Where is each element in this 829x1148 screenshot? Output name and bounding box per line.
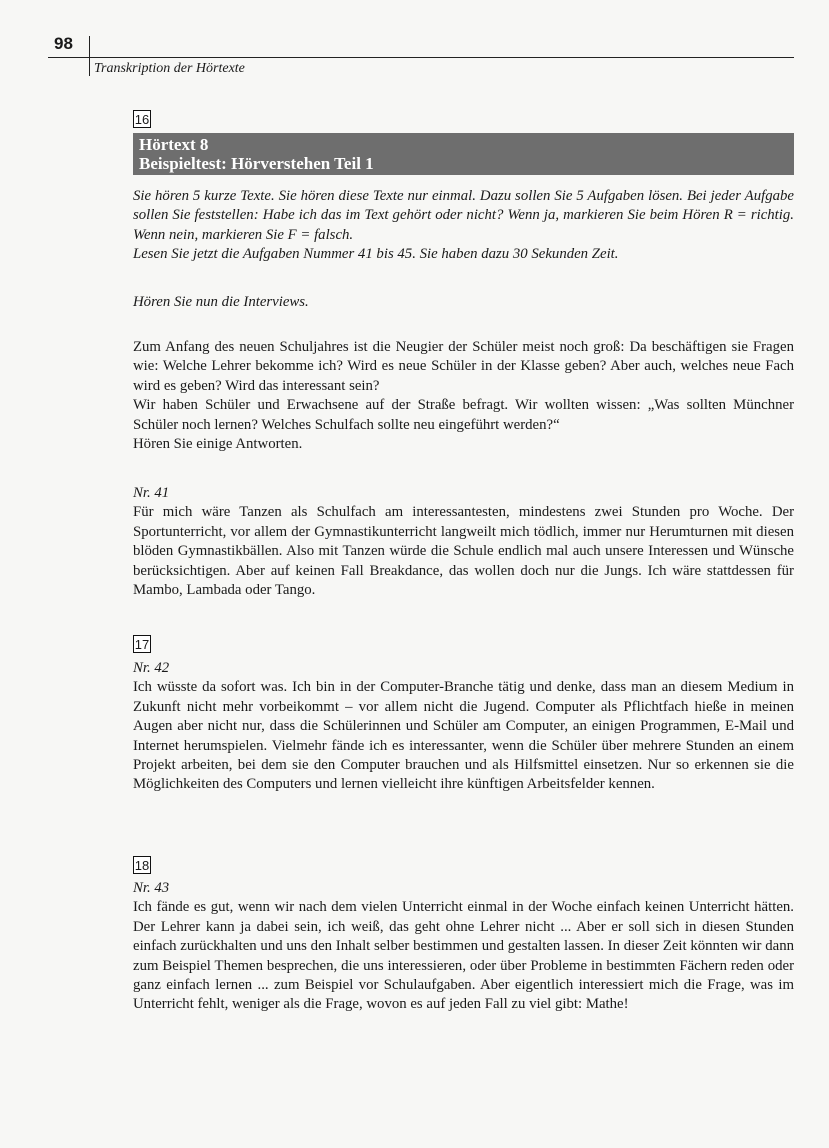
item-label: Nr. 41 (133, 485, 170, 501)
item-text: Für mich wäre Tanzen als Schulfach am interessantesten, mindestens zwei Stunden pro Woche. Der Sportunterricht, vor allem der Gymnastikunterricht langweilt mich tödlich, immer nur Herumturnen mit diesen blöden Gymnastikbällen. Also mit Tanzen würde die Schule endlich mal auch unsere Interessen und Wünsche berücksichtigen. Aber auf keinen Fall Breakdance, das wollen doch nur die Jungs. Ich wäre stattdessen für Mambo, Lambada oder Tango. (133, 504, 794, 599)
intro-paragraph: Wir haben Schüler und Erwachsene auf der Straße befragt. Wir wollten wissen: „Was sollten Münchner Schüler noch lernen? Welches Schulfach sollte neu eingeführt werden?“ (133, 397, 794, 433)
instruction-paragraph: Sie hören 5 kurze Texte. Sie hören diese Texte nur einmal. Dazu sollen Sie 5 Aufgaben lösen. Bei jeder Aufgabe sollen Sie feststellen: Habe ich das im Text gehört oder nicht? Wenn ja, markieren Sie beim Hören R = richtig. Wenn nein, markieren Sie F = falsch. (133, 188, 794, 243)
track-number-18: 18 (134, 858, 150, 873)
listening-prompt (133, 293, 794, 312)
section-title-line-2: Beispieltest: Hörverstehen Teil 1 (139, 154, 374, 173)
item-43 (133, 879, 794, 1015)
section-title-line-1: Hörtext 8 (139, 135, 209, 154)
track-number-17: 17 (134, 637, 150, 652)
intro-paragraph: Zum Anfang des neuen Schuljahres ist die Neugier der Schüler meist noch groß: Da beschäftigen sie Fragen wie: Welche Lehrer bekomme ich? Wird es neue Schüler in der Klasse geben? Aber auch, welches neue Fach wird es geben? Wird das interessant sein? (133, 339, 794, 394)
running-title: Transkription der Hörtexte (94, 61, 245, 76)
instruction-paragraph: Lesen Sie jetzt die Aufgaben Nummer 41 bis 45. Sie haben dazu 30 Sekunden Zeit. (133, 246, 619, 263)
section-title-bar (133, 133, 794, 175)
header-divider-horizontal (48, 57, 794, 58)
item-label: Nr. 43 (133, 880, 170, 896)
item-text: Ich fände es gut, wenn wir nach dem vielen Unterricht einmal in der Woche einfach keinen Unterricht hätten. Der Lehrer kann ja dabei sein, ich weiß, das geht ohne Lehrer nicht ... Aber er soll sich in diesen Stunden einfach zurückhalten und uns den Inhalt selber bestimmen und gestalten lassen. In dieser Zeit könnten wir dann zum Beispiel Themen besprechen, die uns interessieren, oder über Probleme in bestimmten Fächern reden oder ganz einfach lernen ... zum Beispiel vor Schulaufgaben. Aber eigentlich interessiert mich die Frage, was im Unterricht fehlt, weniger als die Frage, wovon es auf jeden Fall zu viel gibt: Mathe! (133, 899, 794, 1013)
page-number: 98 (54, 34, 73, 53)
item-41 (133, 484, 794, 600)
intro-paragraph: Hören Sie einige Antworten. (133, 436, 303, 453)
item-text: Ich wüsste da sofort was. Ich bin in der Computer-Branche tätig und denke, dass man an diesem Medium in Zukunft nicht mehr vorbeikommt – vor allem nicht die Jugend. Computer als Pflichtfach hieße in meinen Augen aber nicht nur, dass die Schülerinnen und Schüler am Computer, an einigen Programmen, E-Mail und Internet herumspielen. Vielmehr fände ich es interessanter, wenn die Schüler über mehrere Stunden an einem Projekt arbeiten, bei dem sie den Computer brauchen und als Hilfsmittel einsetzen. Nur so erkennen sie die Möglichkeiten des Computers und lernen vielleicht ihre künftigen Arbeitsfelder kennen. (133, 679, 794, 793)
prompt-text: Hören Sie nun die Interviews. (133, 294, 309, 310)
track-number-16: 16 (134, 112, 150, 127)
header-divider-vertical (89, 36, 90, 76)
intro-text (133, 338, 794, 454)
instructions (133, 187, 794, 265)
item-label: Nr. 42 (133, 660, 170, 676)
item-42 (133, 659, 794, 795)
